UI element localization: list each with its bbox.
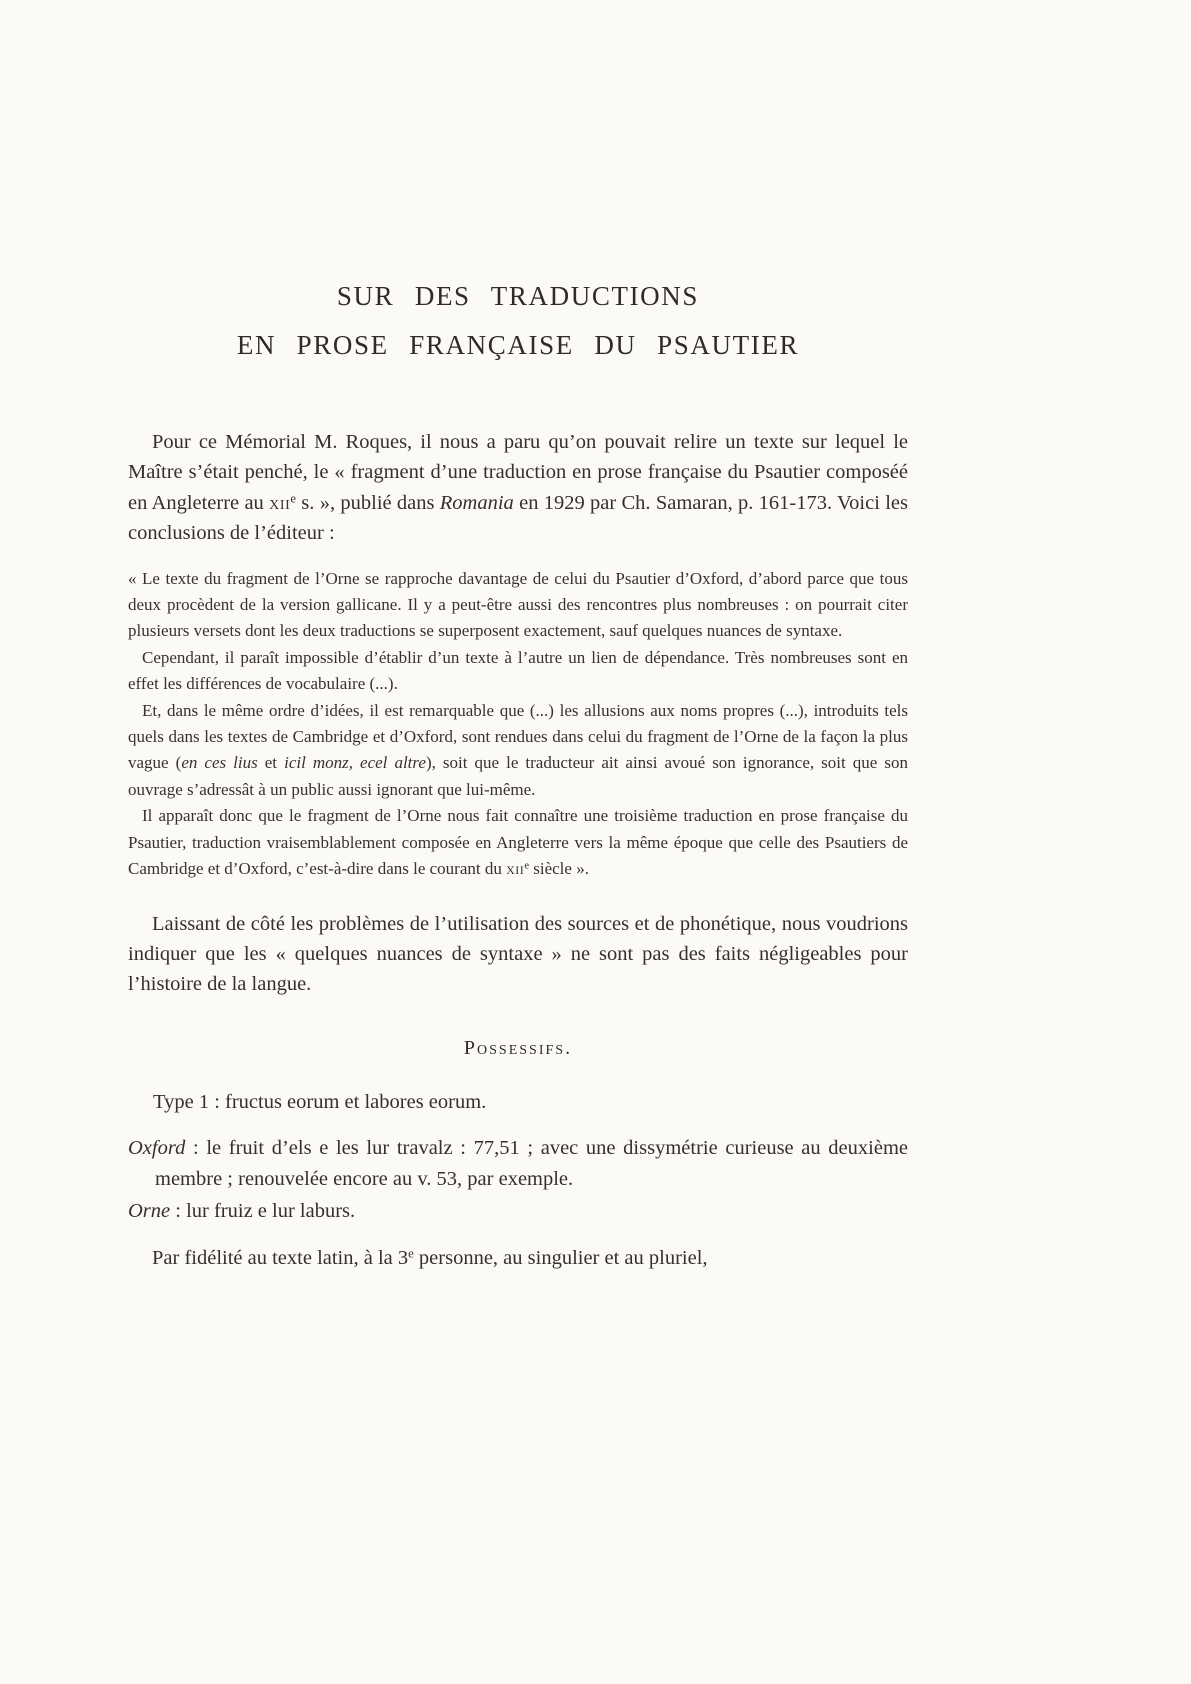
type-1-line: Type 1 : fructus eorum et labores eorum.	[153, 1090, 487, 1113]
roman-numeral-xii: xii	[506, 859, 525, 879]
orne-entry-text: : lur fruiz e lur laburs.	[170, 1199, 356, 1222]
superscript-e: e	[408, 1247, 414, 1261]
title-line-1: SUR DES TRADUCTIONS	[336, 281, 700, 311]
superscript-e: e	[524, 860, 529, 872]
final-text-1: Par fidélité au texte latin, à la 3	[152, 1247, 409, 1270]
orne-label-italic: Orne	[128, 1199, 171, 1222]
quote4-text-2: siècle ».	[529, 859, 589, 879]
quote-paragraph-4	[128, 803, 908, 882]
oxford-entry	[128, 1133, 908, 1194]
closing-paragraph: Laissant de côté les problèmes de l’utilisation des sources et de phonétique, nous voudrions indiquer que les « quelques nuances de syntaxe » ne sont pas des faits négligeables pour l’histoire de la langue.	[128, 912, 908, 996]
final-text-2: personne, au singulier et au pluriel,	[413, 1247, 708, 1270]
final-paragraph	[128, 1243, 908, 1273]
article-title	[128, 0, 908, 370]
orne-entry	[128, 1196, 908, 1226]
intro-paragraph	[128, 427, 908, 549]
intro-text-3: en 1929 par Ch. Samaran, p. 161-173. Voici les conclusions de l’éditeur :	[128, 491, 908, 545]
quote4-text-1: Il apparaît donc que le fragment de l’Orne nous fait connaître une troisième traduction en prose française du Psautier, traduction vraisemblablement composée en Angleterre vers la même époque que celle des Psautiers de Cambridge et d’Oxford, c’est-à-dire dans le courant du	[128, 806, 908, 879]
quote-paragraph-3	[128, 698, 908, 804]
quote3-text-1: Et, dans le même ordre d’idées, il est remarquable que (...) les allusions aux noms propres (...), introduits tels quels dans les textes de Cambridge et d’Oxford, sont rendues dans celui du fragment de l’Orne de la façon la plus vague (	[128, 700, 908, 773]
romania-italic: Romania	[439, 491, 514, 514]
superscript-e: e	[290, 491, 297, 506]
intro-text-2: s. », publié dans	[296, 491, 440, 514]
quote3-text-2: et	[257, 753, 285, 773]
editor-quote-block	[128, 566, 908, 883]
quote-paragraph-1: « Le texte du fragment de l’Orne se rapproche davantage de celui du Psautier d’Oxford, d’abord parce que tous deux procèdent de la version gallicane. Il y a peut-être aussi des rencontres plus nombreuses : on pourrait citer plusieurs versets dont les deux traductions se superposent exactement, sauf quelques nuances de syntaxe.	[128, 568, 908, 641]
text-column	[128, 0, 908, 1274]
quote-paragraph-2: Cependant, il paraît impossible d’établir d’un texte à l’autre un lien de dépendance. Très nombreuses sont en effet les différences de vocabulaire (...).	[128, 647, 908, 694]
title-line-2: EN PROSE FRANÇAISE DU PSAUTIER	[236, 330, 800, 360]
old-french-phrase-2: icil monz, ecel altre	[284, 753, 426, 773]
quote3-text-3: ), soit que le traducteur ait ainsi avoué son ignorance, soit que son ouvrage s’adressât à un public aussi ignorant que lui-même.	[128, 753, 908, 799]
old-french-phrase-1: en ces lius	[181, 753, 258, 773]
section-heading-possessifs: Possessifs.	[463, 1036, 573, 1059]
roman-numeral-xii: xii	[269, 491, 291, 514]
oxford-label-italic: Oxford	[128, 1137, 186, 1160]
intro-text-1: Pour ce Mémorial M. Roques, il nous a paru qu’on pouvait relire un texte sur lequel le Maître s’était penché, le « fragment d’une traduction en prose française du Psautier composéé en Angleterre au	[128, 431, 908, 514]
oxford-entry-text: : le fruit d’els e les lur travalz : 77,51 ; avec une dissymétrie curieuse au deuxième membre ; renouvelée encore au v. 53, par exemple.	[155, 1137, 908, 1190]
